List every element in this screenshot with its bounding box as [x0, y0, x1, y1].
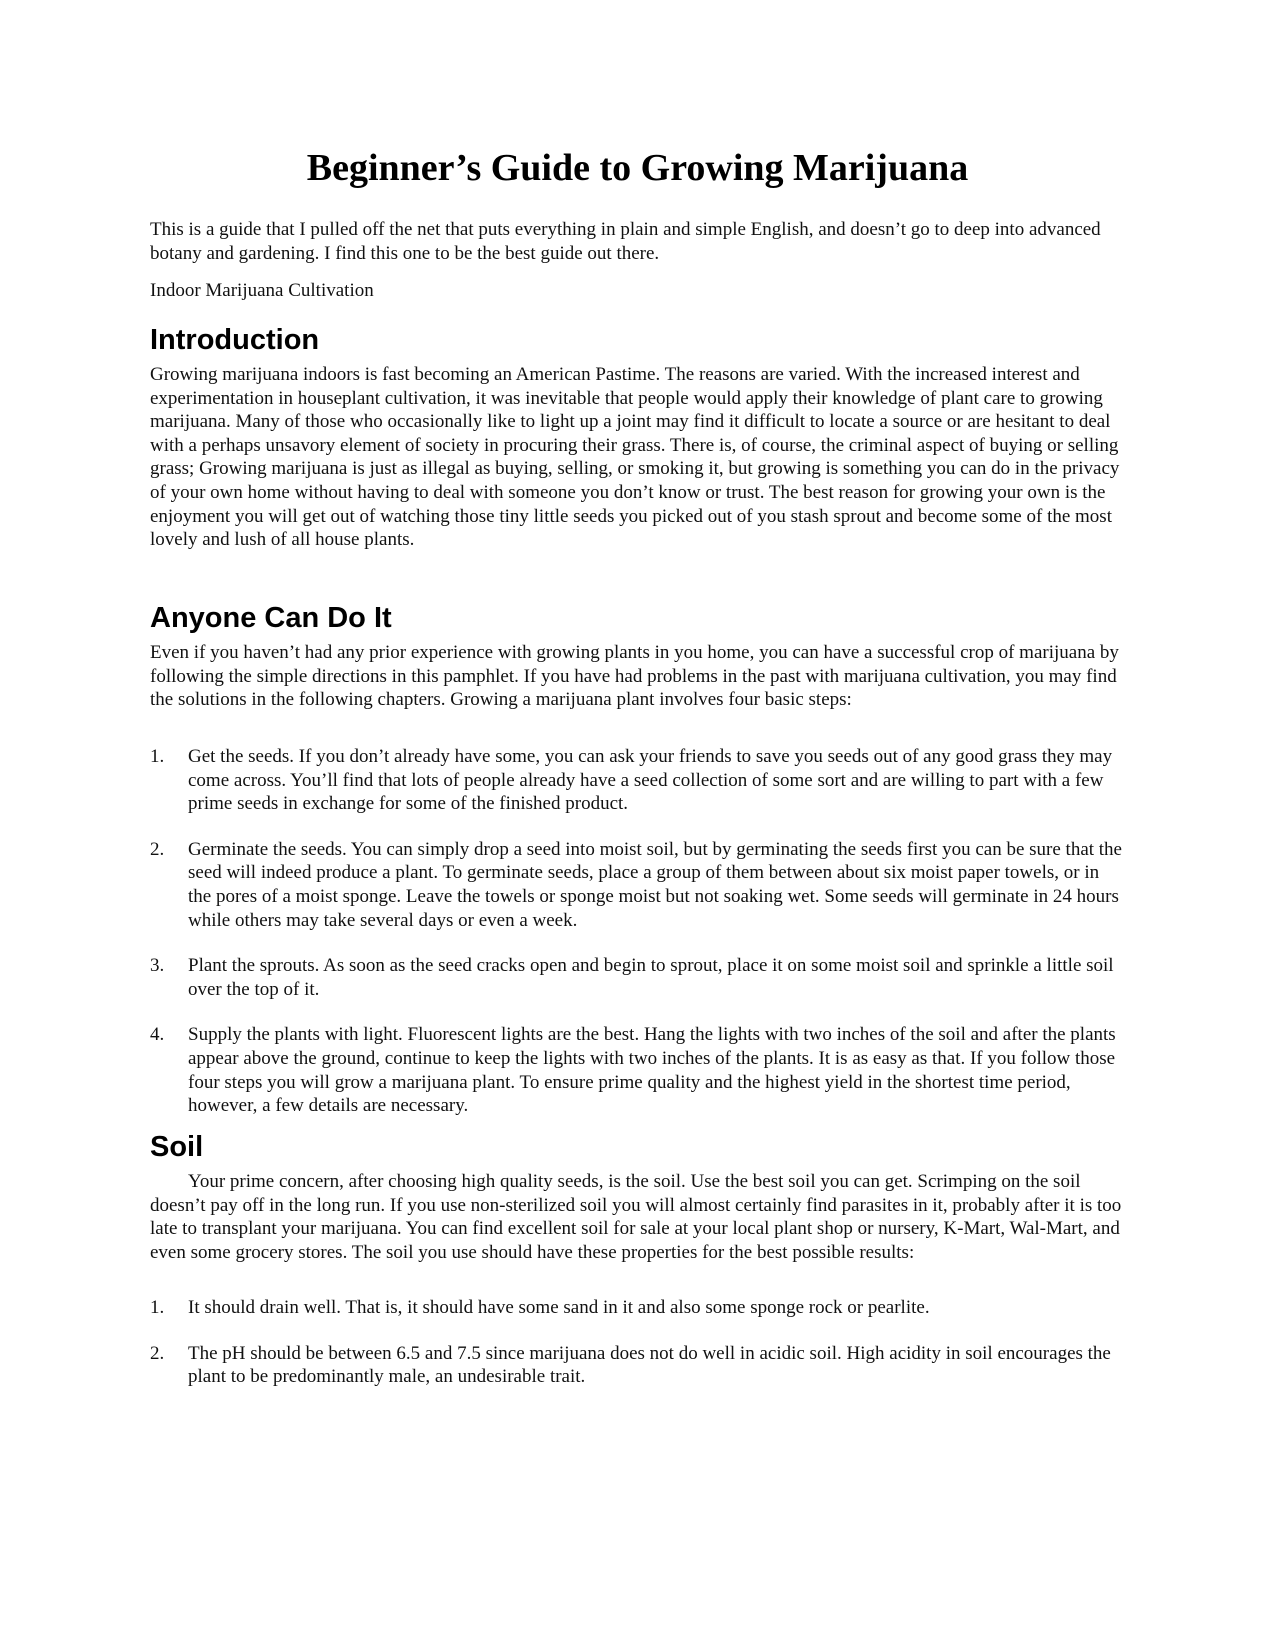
- list-number: 4.: [150, 1024, 165, 1046]
- list-item: [150, 1342, 1125, 1389]
- introduction-paragraph: Growing marijuana indoors is fast becoming an American Pastime. The reasons are varied. With the increased interest and experimentation in houseplant cultivation, it was inevitable that people would apply their knowledge of plant care to growing marijuana. Many of those who occasionally like to light up a joint may find it difficult to locate a source or are hesitant to deal with a perhaps unsavory element of society in procuring their grass. There is, of course, the criminal aspect of buying or selling grass; Growing marijuana is just as illegal as buying, selling, or smoking it, but growing is something you can do in the privacy of your own home without having to deal with someone you don’t know or trust. The best reason for growing your own is the enjoyment you will get out of watching those tiny little seeds you picked out of you stash sprout and become some of the most lovely and lush of all house plants.: [150, 364, 1120, 551]
- list-number: 3.: [150, 955, 165, 977]
- list-text: Germinate the seeds. You can simply drop a seed into moist soil, but by germinating the seeds first you can be sure that the seed will indeed produce a plant. To germinate seeds, place a group of them between about six moist paper towels, or in the pores of a moist sponge. Leave the towels or sponge moist but not soaking wet. Some seeds will germinate in 24 hours while others may take several days or even a week.: [188, 838, 1122, 931]
- heading-anyone-can-do-it: Anyone Can Do It: [150, 602, 392, 634]
- list-number: 2.: [150, 1342, 165, 1364]
- list-text: It should drain well. That is, it should have some sand in it and also some sponge rock or pearlite.: [188, 1297, 930, 1318]
- list-item: [150, 745, 1125, 816]
- heading-introduction: Introduction: [150, 324, 320, 356]
- steps-list: [150, 745, 1125, 1118]
- heading-soil: Soil: [150, 1131, 204, 1163]
- list-item: [150, 954, 1125, 1001]
- list-text: The pH should be between 6.5 and 7.5 since marijuana does not do well in acidic soil. High acidity in soil encourages the plant to be predominantly male, an undesirable trait.: [188, 1342, 1111, 1388]
- soil-paragraph: Your prime concern, after choosing high quality seeds, is the soil. Use the best soil you can get. Scrimping on the soil doesn’t pay off in the long run. If you use non-sterilized soil you will almost certainly find parasites in it, probably after it is too late to transplant your marijuana. You can find excellent soil for sale at your local plant shop or nursery, K-Mart, Wal-Mart, and even some grocery stores. The soil you use should have these properties for the best possible results:: [150, 1171, 1122, 1263]
- soil-properties-list: [150, 1296, 1125, 1389]
- list-text: Plant the sprouts. As soon as the seed cracks open and begin to sprout, place it on some moist soil and sprinkle a little soil over the top of it.: [188, 955, 1114, 1000]
- list-number: 2.: [150, 838, 165, 860]
- document-subtitle: Indoor Marijuana Cultivation: [150, 280, 374, 301]
- list-item: [150, 1296, 1125, 1320]
- list-item: [150, 838, 1125, 932]
- list-number: 1.: [150, 746, 165, 767]
- list-item: [150, 1023, 1125, 1117]
- anyone-paragraph: Even if you haven’t had any prior experience with growing plants in you home, you can have a successful crop of marijuana by following the simple directions in this pamphlet. If you have had problems in the past with marijuana cultivation, you may find the solutions in the following chapters. Growing a marijuana plant involves four basic steps:: [150, 642, 1119, 711]
- list-number: 1.: [150, 1297, 165, 1318]
- list-text: Supply the plants with light. Fluorescent lights are the best. Hang the lights with two inches of the soil and after the plants appear above the ground, continue to keep the lights with two inches of the plants. It is as easy as that. If you follow those four steps you will grow a marijuana plant. To ensure prime quality and the highest yield in the shortest time period, however, a few details are necessary.: [188, 1024, 1116, 1117]
- document-title: Beginner’s Guide to Growing Marijuana: [306, 147, 969, 189]
- intro-paragraph: This is a guide that I pulled off the net that puts everything in plain and simple English, and doesn’t go to deep into advanced botany and gardening. I find this one to be the best guide out there.: [150, 219, 1101, 264]
- list-text: Get the seeds. If you don’t already have some, you can ask your friends to save you seeds out of any good grass they may come across. You’ll find that lots of people already have a seed collection of some sort and are willing to part with a few prime seeds in exchange for some of the finished product.: [188, 746, 1113, 815]
